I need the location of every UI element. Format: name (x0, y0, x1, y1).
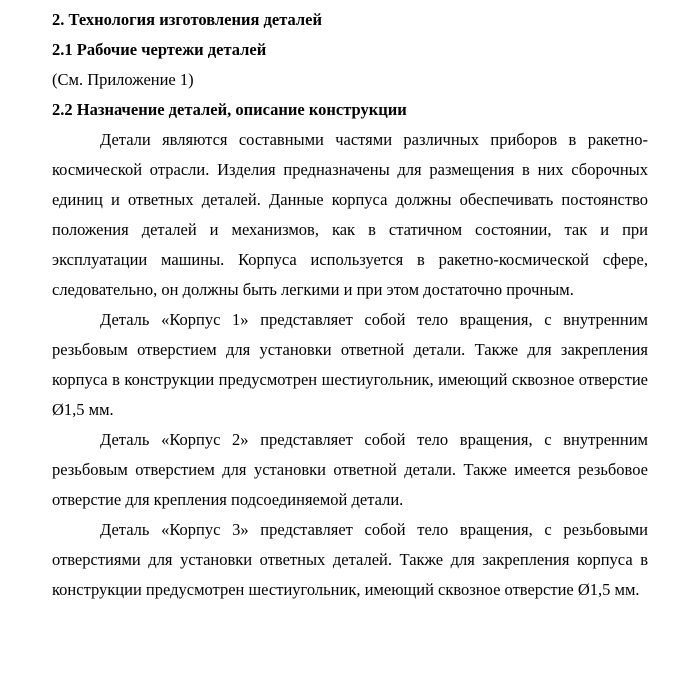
subsection-heading-purpose: 2.2 Назначение деталей, описание конструкции (52, 100, 407, 119)
subsection-heading-working-drawings: 2.1 Рабочие чертежи деталей (52, 40, 267, 59)
paragraph-korpus-3: Деталь «Корпус 3» представляет собой тело вращения, с резьбовыми отверстиями для установки ответных деталей. Также для закрепления корпуса в конструкции предусмотрен шестиугольник, имеющий сквозное отверстие Ø1,5 мм. (52, 520, 648, 599)
paragraph-korpus-2: Деталь «Корпус 2» представляет собой тело вращения, с внутренним резьбовым отверстием для установки ответной детали. Также имеется резьбовое отверстие для крепления подсоединяемой детали. (52, 430, 648, 509)
appendix-note: (См. Приложение 1) (52, 70, 194, 89)
section-heading-technology: 2. Технология изготовления деталей (52, 10, 322, 29)
paragraph-korpus-1: Деталь «Корпус 1» представляет собой тело вращения, с внутренним резьбовым отверстием для установки ответной детали. Также для закрепления корпуса в конструкции предусмотрен шестиугольник, имеющий сквозное отверстие Ø1,5 мм. (52, 310, 648, 419)
paragraph-general-description: Детали являются составными частями различных приборов в ракетно-космической отрасли. Изделия предназначены для размещения в них сборочных единиц и ответных деталей. Данные корпуса должны обеспечивать постоянство положения деталей и механизмов, как в статичном состоянии, так и при эксплуатации машины. Корпуса используется в ракетно-космической сфере, следовательно, он должны быть легкими и при этом достаточно прочным. (52, 130, 648, 299)
